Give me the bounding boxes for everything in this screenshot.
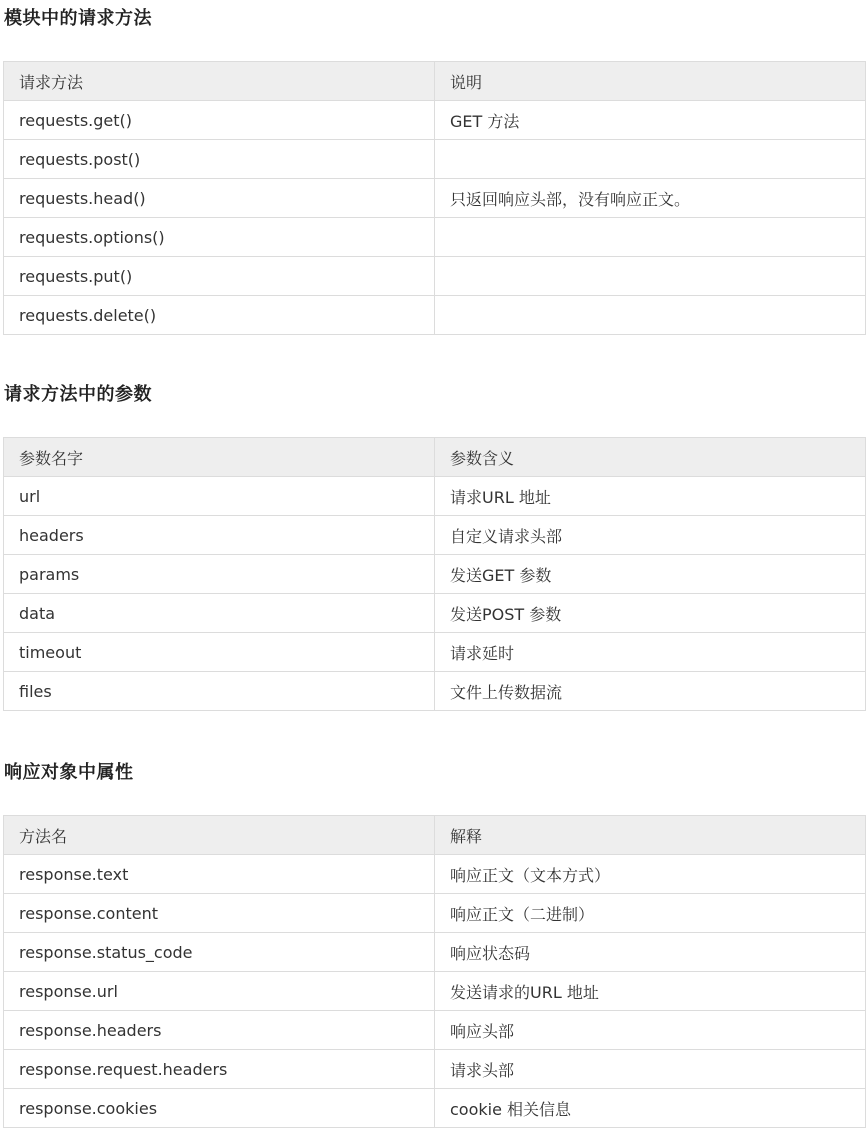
section-title-response-attributes: 响应对象中属性 (4, 762, 134, 783)
parameter-cell: files (4, 672, 435, 711)
table-header-row (4, 816, 866, 855)
response-attributes-table (3, 815, 866, 1128)
parameter-cell: data (4, 594, 435, 633)
explanation-cell: 响应正文（二进制） (435, 894, 866, 933)
table-row (4, 633, 866, 672)
column-header: 方法名 (4, 816, 435, 855)
meaning-cell: 请求URL 地址 (435, 477, 866, 516)
explanation-cell: 请求头部 (435, 1050, 866, 1089)
method-cell: requests.head() (4, 179, 435, 218)
attribute-cell: response.status_code (4, 933, 435, 972)
attribute-cell: response.text (4, 855, 435, 894)
table-row (4, 933, 866, 972)
description-cell: GET 方法 (435, 101, 866, 140)
column-header: 请求方法 (4, 62, 435, 101)
attribute-cell: response.request.headers (4, 1050, 435, 1089)
table-row (4, 218, 866, 257)
table-row (4, 894, 866, 933)
meaning-cell: 请求延时 (435, 633, 866, 672)
description-cell (435, 296, 866, 335)
table-row (4, 594, 866, 633)
attribute-cell: response.cookies (4, 1089, 435, 1128)
table-row (4, 1089, 866, 1128)
section-title-request-methods: 模块中的请求方法 (4, 8, 152, 29)
table-row (4, 672, 866, 711)
table-row (4, 855, 866, 894)
table-row (4, 477, 866, 516)
description-cell (435, 257, 866, 296)
table-header-row (4, 62, 866, 101)
column-header: 参数含义 (435, 438, 866, 477)
meaning-cell: 文件上传数据流 (435, 672, 866, 711)
parameter-cell: timeout (4, 633, 435, 672)
table-row (4, 1011, 866, 1050)
description-cell (435, 140, 866, 179)
table-row (4, 179, 866, 218)
method-cell: requests.options() (4, 218, 435, 257)
attribute-cell: response.headers (4, 1011, 435, 1050)
table-row (4, 516, 866, 555)
table-row (4, 972, 866, 1011)
column-header: 参数名字 (4, 438, 435, 477)
meaning-cell: 发送GET 参数 (435, 555, 866, 594)
request-parameters-table (3, 437, 866, 711)
parameter-cell: url (4, 477, 435, 516)
table-row (4, 296, 866, 335)
parameter-cell: params (4, 555, 435, 594)
section-title-request-parameters: 请求方法中的参数 (4, 384, 152, 405)
attribute-cell: response.content (4, 894, 435, 933)
explanation-cell: 响应正文（文本方式） (435, 855, 866, 894)
explanation-cell: cookie 相关信息 (435, 1089, 866, 1128)
description-cell: 只返回响应头部，没有响应正文。 (435, 179, 866, 218)
table-row (4, 1050, 866, 1089)
table-row (4, 140, 866, 179)
method-cell: requests.post() (4, 140, 435, 179)
parameter-cell: headers (4, 516, 435, 555)
explanation-cell: 响应状态码 (435, 933, 866, 972)
table-row (4, 101, 866, 140)
meaning-cell: 自定义请求头部 (435, 516, 866, 555)
explanation-cell: 发送请求的URL 地址 (435, 972, 866, 1011)
request-methods-table (3, 61, 866, 335)
explanation-cell: 响应头部 (435, 1011, 866, 1050)
method-cell: requests.put() (4, 257, 435, 296)
description-cell (435, 218, 866, 257)
table-row (4, 257, 866, 296)
attribute-cell: response.url (4, 972, 435, 1011)
column-header: 说明 (435, 62, 866, 101)
meaning-cell: 发送POST 参数 (435, 594, 866, 633)
method-cell: requests.get() (4, 101, 435, 140)
table-header-row (4, 438, 866, 477)
column-header: 解释 (435, 816, 866, 855)
method-cell: requests.delete() (4, 296, 435, 335)
table-row (4, 555, 866, 594)
